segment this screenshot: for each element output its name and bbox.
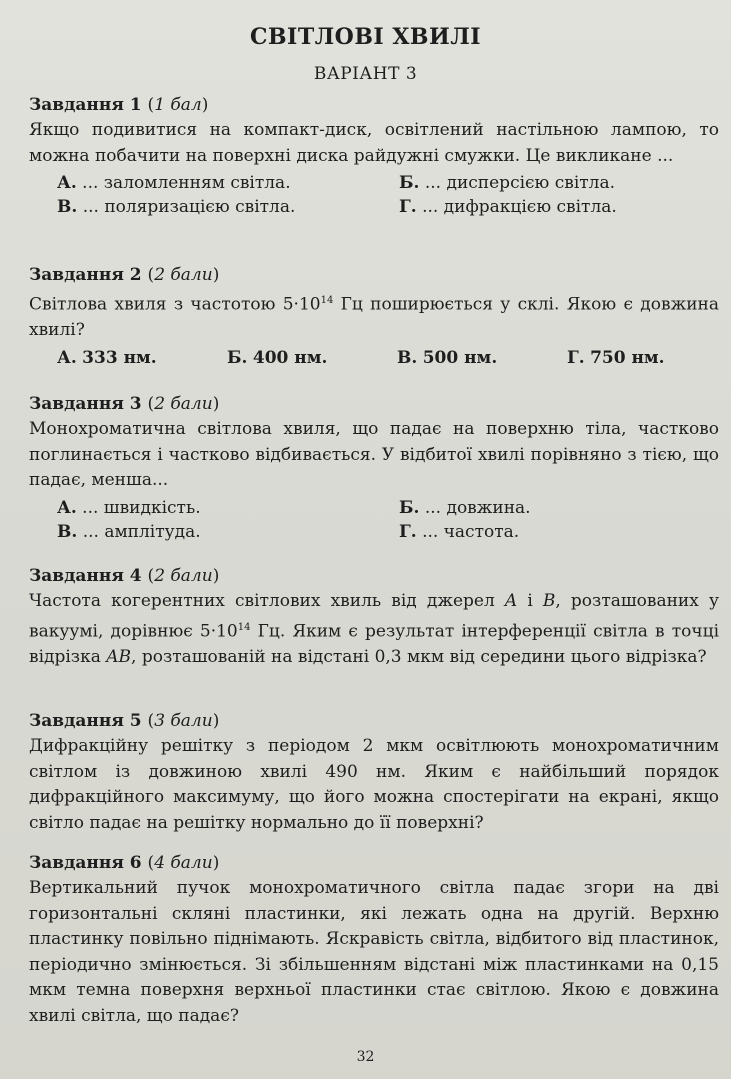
answer-option [369,195,709,219]
task-2 [29,262,719,372]
task-label: Завдання 4 [29,566,142,586]
task-question: Монохроматична світлова хвиля, що падає на поверхню тіла, частково поглинається і частково відбивається. У відбитої хвилі порівняно з тією, що падає, менша... [29,419,719,490]
task-4 [29,563,719,670]
answer-text: ... дифракцією світла. [422,197,617,217]
answer-text: ... поляризацією світла. [82,197,296,217]
task-points: 2 бали [154,265,213,285]
task-3 [29,391,719,544]
task-question: Частота когерентних світлових хвиль від джерел A і B, розташованих у вакуумі, дорівнює $5\cdot 10^{14}$ Гц. Яким є результат інтерференції світла в точці відрізка AB, розташованій на відстані 0,3 мкм від середини цього відрізка? [29,591,720,667]
task-5 [29,708,719,836]
task-question: Дифракційну решітку з періодом 2 мкм освітлюють монохроматичним світлом із довжиною хвилі 490 нм. Яким є найбільший порядок дифракційного максимуму, що його можна спостерігати на екрані, якщо світло падає на решітку нормально до її поверхні? [29,736,719,833]
task-points: 1 бал [154,95,202,115]
task-1 [29,92,719,219]
task-heading: Завдання 1 (1 бал) [29,95,209,115]
answer-key: Г. [399,197,417,217]
answer-option: В. ... амплітуда. [57,521,201,542]
task-points: 2 бали [154,566,213,586]
task-6 [29,850,719,1029]
answer-text: ... заломленням світла. [82,173,291,193]
task-label: Завдання 5 [29,711,142,731]
task-question: Якщо подивитися на компакт-диск, освітлений настільною лампою, то можна побачити на поверхні диска райдужні смужки. Це викликане ... [29,120,719,166]
answer-option: Г. ... частота. [399,521,520,542]
answer-key: В. [57,197,78,217]
task-label: Завдання 1 [29,95,142,115]
answer-option [369,171,709,195]
answer-key: Б. [399,173,420,193]
task-label: Завдання 6 [29,853,142,873]
page-number: 32 [356,1049,375,1065]
task-label: Завдання 2 [29,265,142,285]
task-points: 3 бали [154,711,213,731]
task-heading: Завдання 5 (3 бали) [29,711,220,731]
answer-options [29,344,719,372]
answer-option: А. 333 нм. [57,347,157,368]
task-points: 4 бали [154,853,213,873]
answer-option: В. 500 нм. [397,347,498,368]
task-heading: Завдання 2 (2 бали) [29,265,220,285]
answer-option [29,171,369,195]
answer-text: ... дисперсією світла. [424,173,616,193]
task-label: Завдання 3 [29,394,142,414]
answer-option: Б. ... довжина. [399,497,531,518]
task-question: Світлова хвиля з частотою $5\cdot 10^{14}$ Гц поширюється у склі. Якою є довжина хвилі? [29,294,719,341]
answer-option: А. ... швидкість. [57,497,201,518]
answer-key: А. [57,173,77,193]
variant-heading: ВАРІАНТ 3 [313,64,418,84]
answer-options [29,496,719,544]
task-question: Вертикальний пучок монохроматичного світла падає згори на дві горизонтальні скляні пластинки, які лежать одна на другій. Верхню пластинку повільно піднімають. Яскравість світла, відбитого від пластинок, періодично змінюється. Зі збільшенням відстані між пластинками на 0,15 мкм темна поверхня верхньої пластинки стає світлою. Якою є довжина хвилі світла, що падає? [29,878,719,1026]
answer-option: Б. 400 нм. [227,347,328,368]
answer-option [29,195,369,219]
task-heading: Завдання 4 (2 бали) [29,566,220,586]
task-heading: Завдання 6 (4 бали) [29,853,220,873]
answer-option: Г. 750 нм. [567,347,665,368]
page-title: СВІТЛОВІ ХВИЛІ [249,24,482,50]
task-heading: Завдання 3 (2 бали) [29,394,220,414]
answer-options [29,171,719,219]
task-points: 2 бали [154,394,213,414]
